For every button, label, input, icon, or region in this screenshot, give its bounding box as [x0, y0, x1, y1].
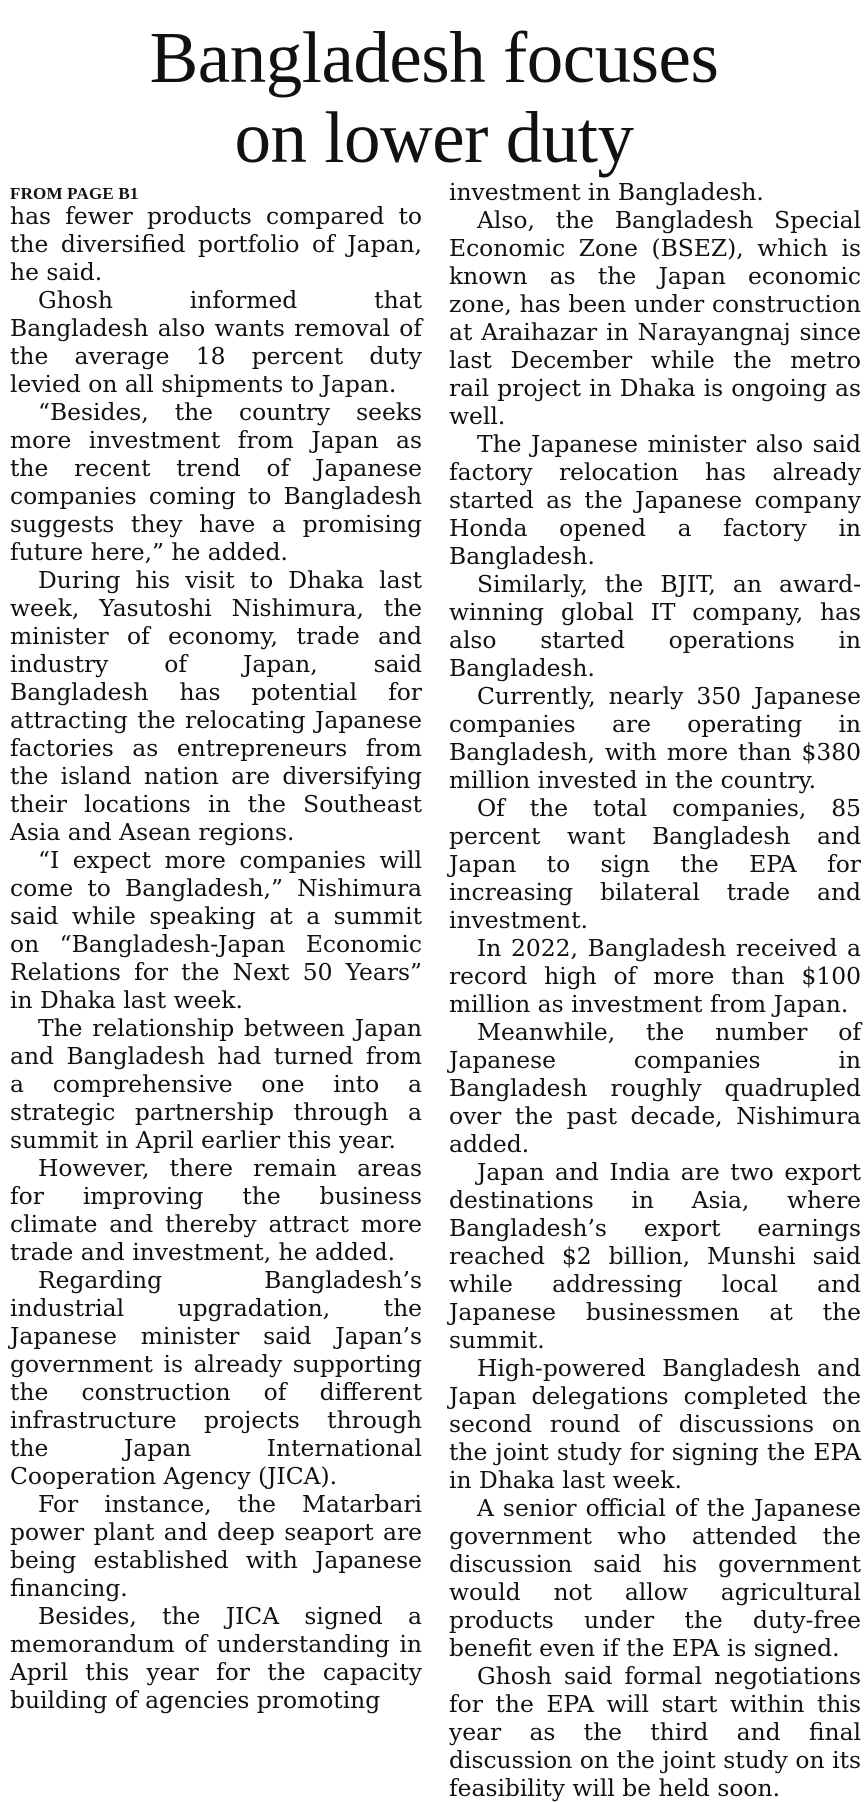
paragraph: For instance, the Matarbari power plant and deep seaport are being established with Japanese financing.	[10, 1490, 422, 1602]
paragraph: During his visit to Dhaka last week, Yasutoshi Nishimura, the minister of economy, trade and industry of Japan, said Bangladesh has potential for attracting the relocating Japanese factories as entrepreneurs from the island nation are diversifying their locations in the Southeast Asia and Asean regions.	[10, 566, 422, 846]
paragraph: has fewer products compared to the diversified portfolio of Japan, he said.	[10, 202, 422, 286]
article-column-left	[10, 186, 422, 1714]
paragraph: Besides, the JICA signed a memorandum of understanding in April this year for the capacity building of agencies promoting	[10, 1602, 422, 1714]
paragraph: However, there remain areas for improving the business climate and thereby attract more trade and investment, he added.	[10, 1154, 422, 1266]
paragraph: Currently, nearly 350 Japanese companies are operating in Bangladesh, with more than $380 million invested in the country.	[449, 682, 861, 794]
paragraph: Meanwhile, the number of Japanese companies in Bangladesh roughly quadrupled over the past decade, Nishimura added.	[449, 1018, 861, 1158]
paragraph: investment in Bangladesh.	[449, 178, 764, 206]
paragraph: Ghosh said formal negotiations for the EPA will start within this year as the third and final discussion on the joint study on its feasibility will be held soon.	[449, 1662, 861, 1802]
headline-line-1: Bangladesh focuses	[149, 17, 719, 98]
article-column-right	[449, 178, 861, 1802]
paragraph: “I expect more companies will come to Bangladesh,” Nishimura said while speaking at a summit on “Bangladesh-Japan Economic Relations for the Next 50 Years” in Dhaka last week.	[10, 846, 422, 1014]
paragraph: “Besides, the country seeks more investment from Japan as the recent trend of Japanese companies coming to Bangladesh suggests they have a promising future here,” he added.	[10, 398, 422, 566]
paragraph: Japan and India are two export destinations in Asia, where Bangladesh’s export earnings reached $2 billion, Munshi said while addressing local and Japanese businessmen at the summit.	[449, 1158, 861, 1354]
headline-line-2: on lower duty	[234, 97, 634, 178]
headline	[0, 18, 868, 178]
paragraph: Also, the Bangladesh Special Economic Zone (BSEZ), which is known as the Japan economic zone, has been under construction at Araihazar in Narayangnaj since last December while the metro rail project in Dhaka is ongoing as well.	[449, 206, 861, 430]
paragraph: Regarding Bangladesh’s industrial upgradation, the Japanese minister said Japan’s government is already supporting the construction of different infrastructure projects through the Japan International Cooperation Agency (JICA).	[10, 1266, 422, 1490]
continuation-kicker: FROM PAGE B1	[10, 184, 139, 203]
paragraph: Of the total companies, 85 percent want Bangladesh and Japan to sign the EPA for increasing bilateral trade and investment.	[449, 794, 861, 934]
paragraph: High-powered Bangladesh and Japan delegations completed the second round of discussions on the joint study for signing the EPA in Dhaka last week.	[449, 1354, 861, 1494]
paragraph: Similarly, the BJIT, an award-winning global IT company, has also started operations in Bangladesh.	[449, 570, 861, 682]
paragraph: The relationship between Japan and Bangladesh had turned from a comprehensive one into a strategic partnership through a summit in April earlier this year.	[10, 1014, 422, 1154]
paragraph: A senior official of the Japanese government who attended the discussion said his government would not allow agricultural products under the duty-free benefit even if the EPA is signed.	[449, 1494, 861, 1662]
paragraph: Ghosh informed that Bangladesh also wants removal of the average 18 percent duty levied on all shipments to Japan.	[10, 286, 422, 398]
paragraph: In 2022, Bangladesh received a record high of more than $100 million as investment from Japan.	[449, 934, 861, 1018]
paragraph: The Japanese minister also said factory relocation has already started as the Japanese company Honda opened a factory in Bangladesh.	[449, 430, 861, 570]
